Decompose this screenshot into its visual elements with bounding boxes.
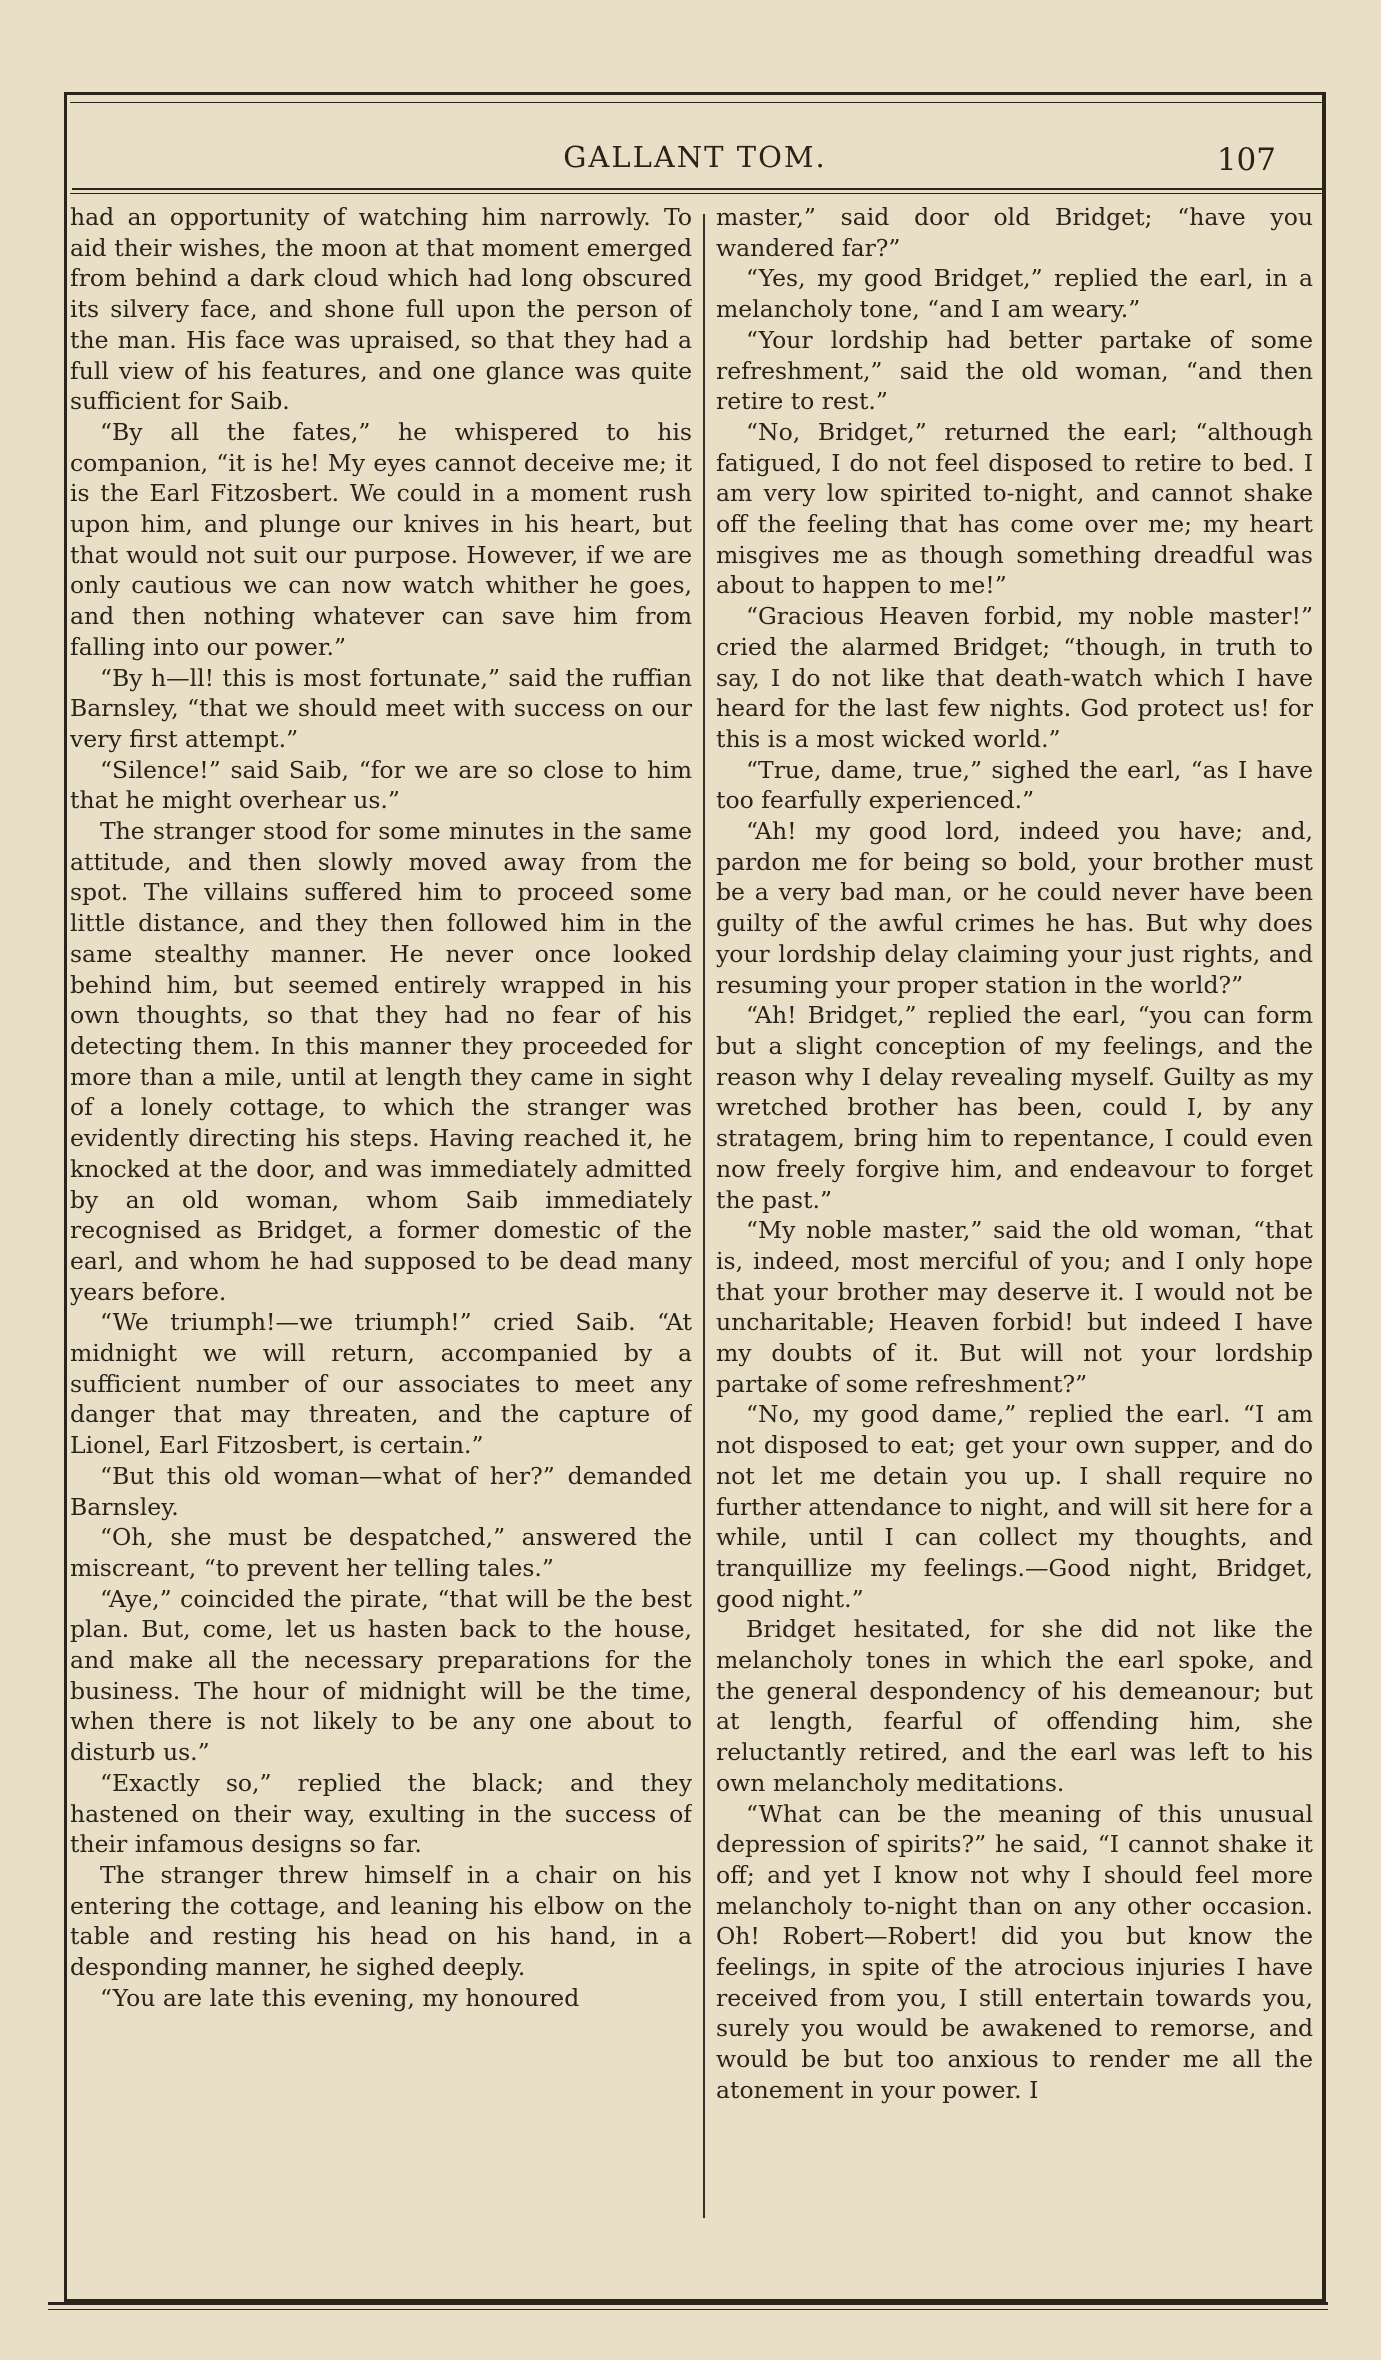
paragraph: “No, Bridget,” returned the earl; “although fatigued, I do not feel disposed to retire to bed. I am very low spirited to-night, and cannot shake off the feeling that has come over me; my heart misgives me as though something dreadful was about to happen to me!”	[716, 417, 1313, 600]
paragraph: “Oh, she must be despatched,” answered the miscreant, “to prevent her telling tales.”	[70, 1523, 692, 1582]
paragraph: “Aye,” coincided the pirate, “that will be the best plan. But, come, let us hasten back to the house, and make all the necessary preparations for the business. The hour of midnight will be the time, when there is not likely to be any one about to disturb us.”	[70, 1584, 692, 1767]
paragraph: “What can be the meaning of this unusual depression of spirits?” he said, “I cannot shake it off; and yet I know not why I should feel more melancholy to-night than on any other occasion. Oh! Robert—Robert! did you but know the feelings, in spite of the atrocious injuries I have received from you, I still entertain towards you, surely you would be awakened to remorse, and would be but too anxious to render me all the atonement in your power. I	[716, 1799, 1313, 2104]
right-column	[716, 202, 1313, 2247]
top-rule	[70, 102, 1322, 103]
paragraph: master,” said door old Bridget; “have you wandered far?”	[716, 203, 1313, 262]
footer-rule-secondary	[48, 2309, 1328, 2310]
column-divider	[703, 214, 705, 2218]
paragraph: “You are late this evening, my honoured	[100, 1983, 580, 2012]
page-title: GALLANT TOM.	[563, 140, 827, 174]
paragraph: “Your lordship had better partake of some refreshment,” said the old woman, “and then retire to rest.”	[716, 325, 1313, 416]
paragraph: had an opportunity of watching him narrowly. To aid their wishes, the moon at that moment emerged from behind a dark cloud which had long obscured its silvery face, and shone full upon the person of the man. His face was upraised, so that they had a full view of his features, and one glance was quite sufficient for Saib.	[70, 203, 692, 416]
paragraph: “Exactly so,” replied the black; and they hastened on their way, exulting in the success of their infamous designs so far.	[70, 1768, 692, 1859]
paragraph: “By all the fates,” he whispered to his companion, “it is he! My eyes cannot deceive me; it is the Earl Fitzosbert. We could in a moment rush upon him, and plunge our knives in his heart, but that would not suit our purpose. However, if we are only cautious we can now watch whither he goes, and then nothing whatever can save him from falling into our power.”	[70, 417, 692, 661]
paragraph: The stranger threw himself in a chair on his entering the cottage, and leaning his elbow on the table and resting his head on his hand, in a desponding manner, he sighed deeply.	[70, 1860, 692, 1982]
paragraph: “My noble master,” said the old woman, “that is, indeed, most merciful of you; and I only hope that your brother may deserve it. I would not be uncharitable; Heaven forbid! but indeed I have my doubts of it. But will not your lordship partake of some refreshment?”	[716, 1216, 1313, 1398]
paragraph: Bridget hesitated, for she did not like the melancholy tones in which the earl spoke, and the general despondency of his demeanour; but at length, fearful of offending him, she reluctantly retired, and the earl was left to his own melancholy meditations.	[716, 1615, 1313, 1797]
paragraph: “Gracious Heaven forbid, my noble master!” cried the alarmed Bridget; “though, in truth to say, I do not like that death-watch which I have heard for the last few nights. God protect us! for this is a most wicked world.”	[716, 602, 1313, 753]
header-rule-secondary	[70, 193, 1322, 194]
footer-rule	[48, 2302, 1328, 2305]
page-number: 107	[1216, 142, 1276, 178]
paragraph: “Ah! Bridget,” replied the earl, “you can form but a slight conception of my feelings, and the reason why I delay revealing myself. Guilty as my wretched brother has been, could I, by any stratagem, bring him to repentance, I could even now freely forgive him, and endeavour to forget the past.”	[716, 1001, 1313, 1214]
paragraph: “Silence!” said Saib, “for we are so close to him that he might overhear us.”	[70, 755, 692, 815]
paragraph: “Yes, my good Bridget,” replied the earl, in a melancholy tone, “and I am weary.”	[716, 264, 1313, 324]
paragraph: “We triumph!—we triumph!” cried Saib. “At midnight we will return, accompanied by a sufficient number of our associates to meet any danger that may threaten, and the capture of Lionel, Earl Fitzosbert, is certain.”	[70, 1308, 692, 1460]
paragraph: The stranger stood for some minutes in the same attitude, and then slowly moved away from the spot. The villains suffered him to proceed some little distance, and they then followed him in the same stealthy manner. He never once looked behind him, but seemed entirely wrapped in his own thoughts, so that they had no fear of his detecting them. In this manner they proceeded for more than a mile, until at length they came in sight of a lonely cottage, to which the stranger was evidently directing his steps. Having reached it, he knocked at the door, and was immediately admitted by an old woman, whom Saib immediately recognised as Bridget, a former domestic of the earl, and whom he had supposed to be dead many years before.	[70, 817, 692, 1306]
left-column	[70, 202, 692, 2247]
paragraph: “By h—ll! this is most fortunate,” said the ruffian Barnsley, “that we should meet with success on our very first attempt.”	[70, 663, 692, 753]
header-rule	[72, 188, 1322, 190]
paragraph: “But this old woman—what of her?” demanded Barnsley.	[70, 1461, 692, 1521]
running-head	[70, 128, 1320, 178]
paragraph: “True, dame, true,” sighed the earl, “as I have too fearfully experienced.”	[716, 755, 1313, 815]
paragraph: “Ah! my good lord, indeed you have; and, pardon me for being so bold, your brother must be a very bad man, or he could never have been guilty of the awful crimes he has. But why does your lordship delay claiming your just rights, and resuming your proper station in the world?”	[716, 817, 1313, 999]
paragraph: “No, my good dame,” replied the earl. “I am not disposed to eat; get your own supper, and do not let me detain you up. I shall require no further attendance to night, and will sit here for a while, until I can collect my thoughts, and tranquillize my feelings.—Good night, Bridget, good night.”	[716, 1400, 1313, 1613]
